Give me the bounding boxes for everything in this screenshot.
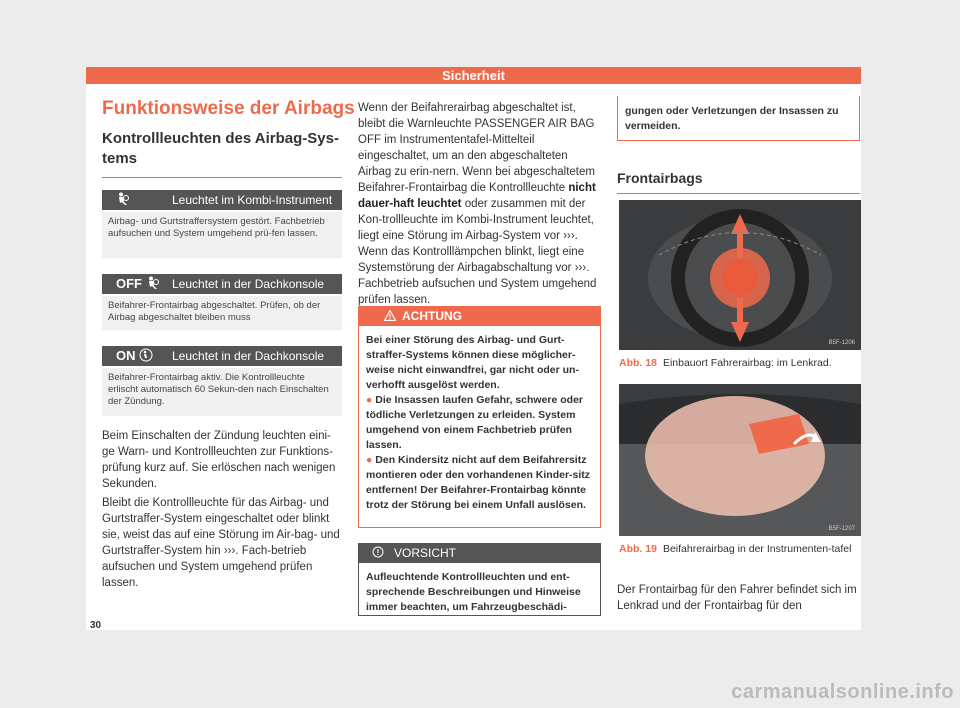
subtitle: Kontrollleuchten des Airbag-Sys-tems bbox=[102, 130, 339, 167]
warning-bullet-1-text: Die Insassen laufen Gefahr, schwere oder tödliche Verletzungen zu erleiden. System umgehend von einem Fachbetrieb prüfen lassen. bbox=[366, 394, 584, 451]
section-header: Sicherheit bbox=[86, 67, 861, 84]
figure-19-caption bbox=[619, 543, 861, 556]
on-airbag-icon bbox=[116, 346, 153, 366]
info-box-1-text: Airbag- und Gurtstraffersystem gestört. Fachbetrieb aufsuchen und System umgehend prü-fen lassen. bbox=[102, 212, 342, 258]
info-box-3-heading bbox=[102, 346, 342, 366]
warning-intro: Bei einer Störung des Airbag- und Gurt-straffer-Systems können diese möglicher-weise nicht einwandfrei, gar nicht oder un-verhofft ausgelöst werden. bbox=[366, 334, 579, 391]
section-title: Frontairbags bbox=[617, 170, 703, 186]
on-glyph: ON bbox=[116, 348, 136, 363]
info-circle-icon bbox=[372, 543, 384, 563]
middle-paragraph-part2: oder zusammen mit der Kon-trollleuchte im Kombi-Instrument leuchtet, liegt eine Störung im Airbag-System vor ›››. Wenn das Kontrolllämpchen blinkt, liegt eine Systemstörung der Airbagabschaltung vor ›››. Fachbetrieb aufsuchen und System umgehend prüfen lassen. bbox=[358, 198, 597, 306]
caution-heading-label: VORSICHT bbox=[394, 546, 457, 560]
figure-18-number: Abb. 18 bbox=[619, 357, 657, 369]
page-title: Funktionsweise der Airbags bbox=[102, 98, 355, 119]
warning-heading-label: ACHTUNG bbox=[402, 309, 462, 323]
subtitle-rule bbox=[102, 177, 342, 178]
figure-19-caption-text: Beifahrerairbag in der Instrumenten-tafel bbox=[662, 543, 852, 555]
watermark: carmanualsonline.info bbox=[731, 681, 954, 703]
warning-heading bbox=[358, 306, 601, 326]
page-number: 30 bbox=[90, 620, 102, 631]
info-box-2-heading bbox=[102, 274, 342, 294]
warning-body bbox=[366, 333, 596, 513]
warning-bullet: ● Die Insassen laufen Gefahr, schwere oder tödliche Verletzungen zu erleiden. System umgehend von einem Fachbetrieb prüfen lassen. bbox=[366, 394, 584, 451]
figure-steering-wheel bbox=[619, 200, 861, 350]
left-paragraph-2: Bleibt die Kontrollleuchte für das Airbag- und Gurtstraffer-System eingeschaltet oder blinkt sie, weist das auf eine Störung im Air-bag- und Gurtstraffer-System hin ›››. Fach-betrieb aufsuchen und System umgehend prüfen lassen. bbox=[102, 497, 340, 589]
figure-19-number: Abb. 19 bbox=[619, 543, 657, 555]
right-paragraph: Der Frontairbag für den Fahrer befindet sich im Lenkrad und der Frontairbag für den bbox=[617, 584, 857, 612]
warning-bullet-2-text: Den Kindersitz nicht auf dem Beifahrersitz montieren oder den vorhandenen Kinder-sitz entfernen! Der Beifahrer-Frontairbag könnte trotz der Störung bei einem Unfall auslösen. bbox=[366, 454, 591, 511]
info-box-2-text: Beifahrer-Frontairbag abgeschaltet. Prüfen, ob der Airbag abgeschaltet bleiben muss bbox=[102, 296, 342, 330]
off-airbag-icon bbox=[116, 274, 160, 294]
middle-paragraph bbox=[358, 100, 601, 308]
left-paragraph-1: Beim Einschalten der Zündung leuchten eini-ge Warn- und Kontrollleuchten zur Funktions-prüfung kurz auf. Sie erlöschen nach wenigen Sekunden. bbox=[102, 430, 336, 490]
caution-text: Aufleuchtende Kontrollleuchten und ent-sprechende Beschreibungen und Hinweise immer beachten, um Fahrzeugbeschädi- bbox=[366, 571, 581, 613]
middle-paragraph-bold: nicht dauer-haft leuchtet bbox=[358, 182, 596, 210]
warning-triangle-icon bbox=[384, 306, 396, 326]
caution-heading bbox=[358, 543, 601, 563]
info-box-1-heading bbox=[102, 190, 342, 210]
info-box-3-text: Beifahrer-Frontairbag aktiv. Die Kontrollleuchte erlischt automatisch 60 Sekun-den nach Einschalten der Zündung. bbox=[102, 368, 342, 416]
info-box-3-label: Leuchtet in der Dachkonsole bbox=[172, 349, 325, 363]
figure-code: B5F-1206 bbox=[828, 340, 855, 346]
figure-dashboard-airbag bbox=[619, 384, 861, 536]
middle-paragraph-part1: Wenn der Beifahrerairbag abgeschaltet ist, bleibt die Warnleuchte PASSENGER AIR BAG OFF im Instrumententafel-Mittelteil eingeschaltet, um an den abgeschalteten Airbag zu erin-nern. Wenn bei abgeschaltetem Beifahrer-Frontairbag die Kontrollleuchte bbox=[358, 102, 595, 194]
off-glyph: OFF bbox=[116, 276, 142, 291]
figure-code: B5F-1207 bbox=[828, 526, 855, 532]
figure-18-caption-text: Einbauort Fahrerairbag: im Lenkrad. bbox=[662, 357, 832, 369]
figure-18-caption bbox=[619, 357, 861, 370]
warning-bullet: ● Den Kindersitz nicht auf dem Beifahrersitz montieren oder den vorhandenen Kinder-sitz entfernen! Der Beifahrer-Frontairbag könnte trotz der Störung bei einem Unfall auslösen. bbox=[366, 454, 591, 511]
caution-continuation-text: gungen oder Verletzungen der Insassen zu vermeiden. bbox=[625, 105, 839, 132]
section-rule bbox=[617, 193, 860, 194]
info-box-2-label: Leuchtet in der Dachkonsole bbox=[172, 277, 325, 291]
info-box-1-label: Leuchtet im Kombi-Instrument bbox=[172, 193, 333, 207]
airbag-person-icon bbox=[116, 190, 130, 210]
